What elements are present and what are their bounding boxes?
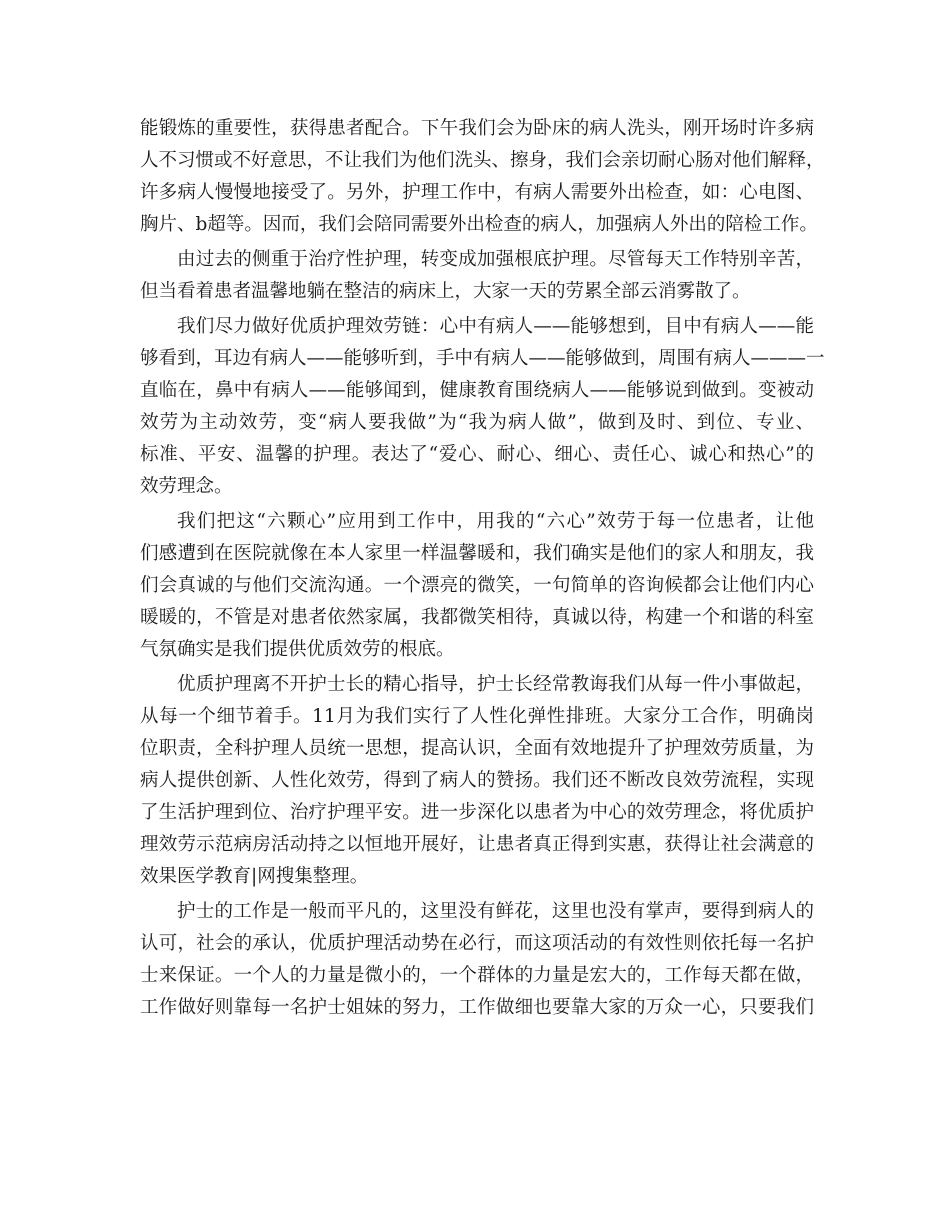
text-line: 病人提供创新、人性化效劳，得到了病人的赞扬。我们还不断改良效劳流程，实现: [140, 770, 814, 791]
text-line: 但当看着患者温馨地躺在整洁的病床上，大家一天的劳累全部云消雾散了。: [140, 281, 751, 302]
text-line: 优质护理离不开护士长的精心指导，护士长经常教诲我们从每一件小事做起，: [177, 674, 814, 695]
text-line: 位职责，全科护理人员统一思想，提高认识，全面有效地提升了护理效劳质量，为: [140, 738, 814, 759]
paragraph-1: [140, 113, 825, 241]
text-line: 够看到，耳边有病人——能够听到，手中有病人——能够做到，周围有病人———一: [140, 348, 825, 369]
paragraph-4: [140, 506, 814, 666]
text-line: 认可，社会的承认，优质护理活动势在必行，而这项活动的有效性则依托每一名护: [140, 933, 814, 954]
text-line: 暖暖的，不管是对患者依然家属，我都微笑相待，真诚以待，构建一个和谐的科室: [140, 607, 814, 628]
text-line: 了生活护理到位、治疗护理平安。进一步深化以患者为中心的效劳理念，将优质护: [140, 802, 814, 823]
text-line: 护士的工作是一般而平凡的，这里没有鲜花，这里也没有掌声，要得到病人的: [177, 901, 814, 922]
text-line: 我们尽力做好优质护理效劳链：心中有病人——能够想到，目中有病人——能: [177, 316, 814, 337]
text-line: 工作做好则靠每一名护士姐妹的努力，工作做细也要靠大家的万众一心，只要我们: [140, 997, 814, 1018]
text-line: 们感遭到在医院就像在本人家里一样温馨暖和，我们确实是他们的家人和朋友，我: [140, 543, 814, 564]
text-line: 从每一个细节着手。11月为我们实行了人性化弹性排班。大家分工合作，明确岗: [140, 706, 814, 727]
text-line: 标准、平安、温馨的护理。表达了“爱心、耐心、细心、责任心、诚心和热心”的: [140, 444, 814, 465]
text-line: 人不习惯或不好意思，不让我们为他们洗头、擦身，我们会亲切耐心肠对他们解释，: [140, 150, 825, 171]
text-line: 效果医学教育|网搜集整理。: [140, 866, 369, 887]
text-line: 士来保证。一个人的力量是微小的，一个群体的力量是宏大的，工作每天都在做，: [140, 965, 814, 986]
paragraph-3: [140, 311, 825, 503]
text-line: 直临在，鼻中有病人——能够闻到，健康教育围绕病人——能够说到做到。变被动: [140, 380, 814, 401]
paragraph-2: [140, 244, 814, 308]
paragraph-5: [140, 669, 814, 893]
text-line: 们会真诚的与他们交流沟通。一个漂亮的微笑，一句简单的咨询候都会让他们内心: [140, 575, 814, 596]
text-line: 效劳理念。: [140, 476, 233, 497]
text-line: 我们把这“六颗心”应用到工作中，用我的“六心”效劳于每一位患者，让他: [177, 511, 814, 532]
paragraph-6: [140, 896, 814, 1024]
text-line: 理效劳示范病房活动持之以恒地开展好，让患者真正得到实惠，获得让社会满意的: [140, 834, 814, 855]
document-body: [140, 113, 825, 1024]
text-line: 由过去的侧重于治疗性护理，转变成加强根底护理。尽管每天工作特别辛苦，: [177, 249, 814, 270]
text-line: 效劳为主动效劳，变“病人要我做”为“我为病人做”，做到及时、到位、专业、: [140, 412, 814, 433]
text-line: 能锻炼的重要性，获得患者配合。下午我们会为卧床的病人洗头，刚开场时许多病: [140, 118, 814, 139]
text-line: 许多病人慢慢地接受了。另外，护理工作中，有病人需要外出检查，如：心电图、: [140, 182, 814, 203]
text-line: 胸片、b超等。因而，我们会陪同需要外出检查的病人，加强病人外出的陪检工作。: [140, 214, 818, 235]
text-line: 气氛确实是我们提供优质效劳的根底。: [140, 639, 455, 660]
